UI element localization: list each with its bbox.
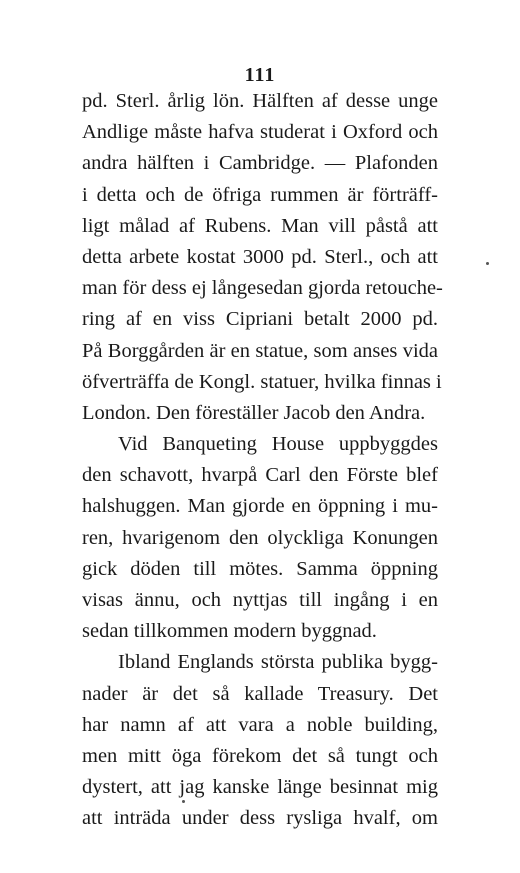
text-line: detta arbete kostat 3000 pd. Sterl., och att <box>82 245 438 268</box>
text-line: Ibland Englands största publika bygg- <box>118 651 438 674</box>
text-line: Vid Banqueting House uppbyggdes <box>118 433 438 456</box>
text-line: Andlige måste hafva studerat i Oxford och <box>82 121 438 144</box>
text-line: sedan tillkommen modern byggnad. <box>82 620 377 643</box>
text-line: gick döden till mötes. Samma öppning <box>82 557 438 580</box>
text-line: London. Den föreställer Jacob den Andra. <box>82 401 426 424</box>
text-line: nader är det så kallade Treasury. Det <box>82 682 438 705</box>
text-line: har namn af att vara a noble building, <box>82 713 438 736</box>
text-line: i detta och de öfriga rummen är förträff- <box>82 183 438 206</box>
text-line: man för dess ej långesedan gjorda retouche- <box>82 277 443 300</box>
text-line: pd. Sterl. årlig lön. Hälften af desse unge <box>82 90 438 112</box>
text-line: men mitt öga förekom det så tungt och <box>82 744 438 767</box>
text-line: ring af en viss Cipriani betalt 2000 pd. <box>82 308 438 331</box>
text-line: öfverträffa de Kongl. statuer, hvilka finnas i <box>82 370 442 393</box>
text-line: den schavott, hvarpå Carl den Förste blef <box>82 464 438 487</box>
text-line: På Borggården är en statue, som anses vida <box>82 339 438 362</box>
scan-speck <box>182 800 185 803</box>
text-line: att inträda under dess rysliga hvalf, om <box>82 807 438 830</box>
text-line: dystert, att jag kanske länge besinnat mig <box>82 776 438 799</box>
page-number: 111 <box>244 64 276 86</box>
text-line: andra hälften i Cambridge. — Plafonden <box>82 152 438 175</box>
text-line: halshuggen. Man gjorde en öppning i mu- <box>82 495 438 518</box>
body-text <box>82 86 443 835</box>
text-line: ligt målad af Rubens. Man vill påstå att <box>82 214 438 237</box>
text-line: visas ännu, och nyttjas till ingång i en <box>82 589 438 611</box>
text-line: ren, hvarigenom den olyckliga Konungen <box>82 526 438 549</box>
scan-speck <box>486 262 489 265</box>
